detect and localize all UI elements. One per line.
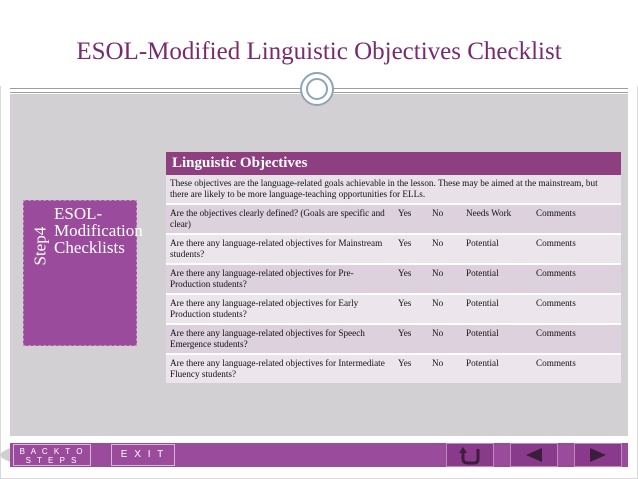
table-heading: Linguistic Objectives	[166, 152, 621, 175]
step-number: 4	[30, 226, 50, 236]
objectives-table	[166, 152, 621, 383]
previous-button[interactable]	[510, 443, 558, 467]
next-button[interactable]	[574, 443, 622, 467]
table-row	[166, 294, 621, 324]
option-no[interactable]: No	[428, 294, 462, 324]
row-question: Are the objectives clearly defined? (Goals are specific and clear)	[166, 204, 394, 234]
option-comments[interactable]: Comments	[532, 234, 621, 264]
table-row	[166, 354, 621, 383]
option-needs-work[interactable]: Needs Work	[462, 204, 532, 234]
option-yes[interactable]: Yes	[394, 234, 428, 264]
row-question: Are there any language-related objectives for Mainstream students?	[166, 234, 394, 264]
sidebar-title: ESOL- Modification Checklists	[54, 204, 143, 257]
option-potential[interactable]: Potential	[462, 324, 532, 354]
option-no[interactable]: No	[428, 234, 462, 264]
table-row	[166, 324, 621, 354]
option-comments[interactable]: Comments	[532, 294, 621, 324]
return-button[interactable]	[446, 443, 494, 467]
option-no[interactable]: No	[428, 204, 462, 234]
option-yes[interactable]: Yes	[394, 354, 428, 383]
option-comments[interactable]: Comments	[532, 324, 621, 354]
page-title: ESOL-Modified Linguistic Objectives Checklist	[76, 38, 562, 65]
table-row	[166, 264, 621, 294]
row-question: Are there any language-related objectives for Intermediate Fluency students?	[166, 354, 394, 383]
option-no[interactable]: No	[428, 264, 462, 294]
option-comments[interactable]: Comments	[532, 204, 621, 234]
option-potential[interactable]: Potential	[462, 264, 532, 294]
option-potential[interactable]: Potential	[462, 234, 532, 264]
table-row	[166, 234, 621, 264]
option-yes[interactable]: Yes	[394, 204, 428, 234]
option-comments[interactable]: Comments	[532, 264, 621, 294]
option-comments[interactable]: Comments	[532, 354, 621, 383]
return-icon	[447, 444, 493, 466]
circle-ornament-icon	[300, 72, 334, 106]
option-no[interactable]: No	[428, 324, 462, 354]
row-question: Are there any language-related objectives for Pre-Production students?	[166, 264, 394, 294]
option-potential[interactable]: Potential	[462, 294, 532, 324]
previous-arrow-icon	[511, 444, 557, 466]
back-to-steps-button[interactable]: B A C K T O S T E P S	[13, 444, 91, 466]
exit-button[interactable]: E X I T	[111, 444, 175, 466]
table-intro: These objectives are the language-related goals achievable in the lesson. These may be aimed at the mainstream, but there are likely to be more language-teaching opportunities for ELLs.	[166, 175, 621, 204]
option-potential[interactable]: Potential	[462, 354, 532, 383]
option-yes[interactable]: Yes	[394, 294, 428, 324]
table-row	[166, 204, 621, 234]
next-arrow-icon	[575, 444, 621, 466]
row-question: Are there any language-related objectives for Early Production students?	[166, 294, 394, 324]
option-yes[interactable]: Yes	[394, 324, 428, 354]
option-yes[interactable]: Yes	[394, 264, 428, 294]
row-question: Are there any language-related objectives for Speech Emergence students?	[166, 324, 394, 354]
step-sidebar	[23, 200, 143, 346]
option-no[interactable]: No	[428, 354, 462, 383]
step-label: Step4	[30, 226, 50, 266]
back-tab-icon	[0, 448, 10, 462]
